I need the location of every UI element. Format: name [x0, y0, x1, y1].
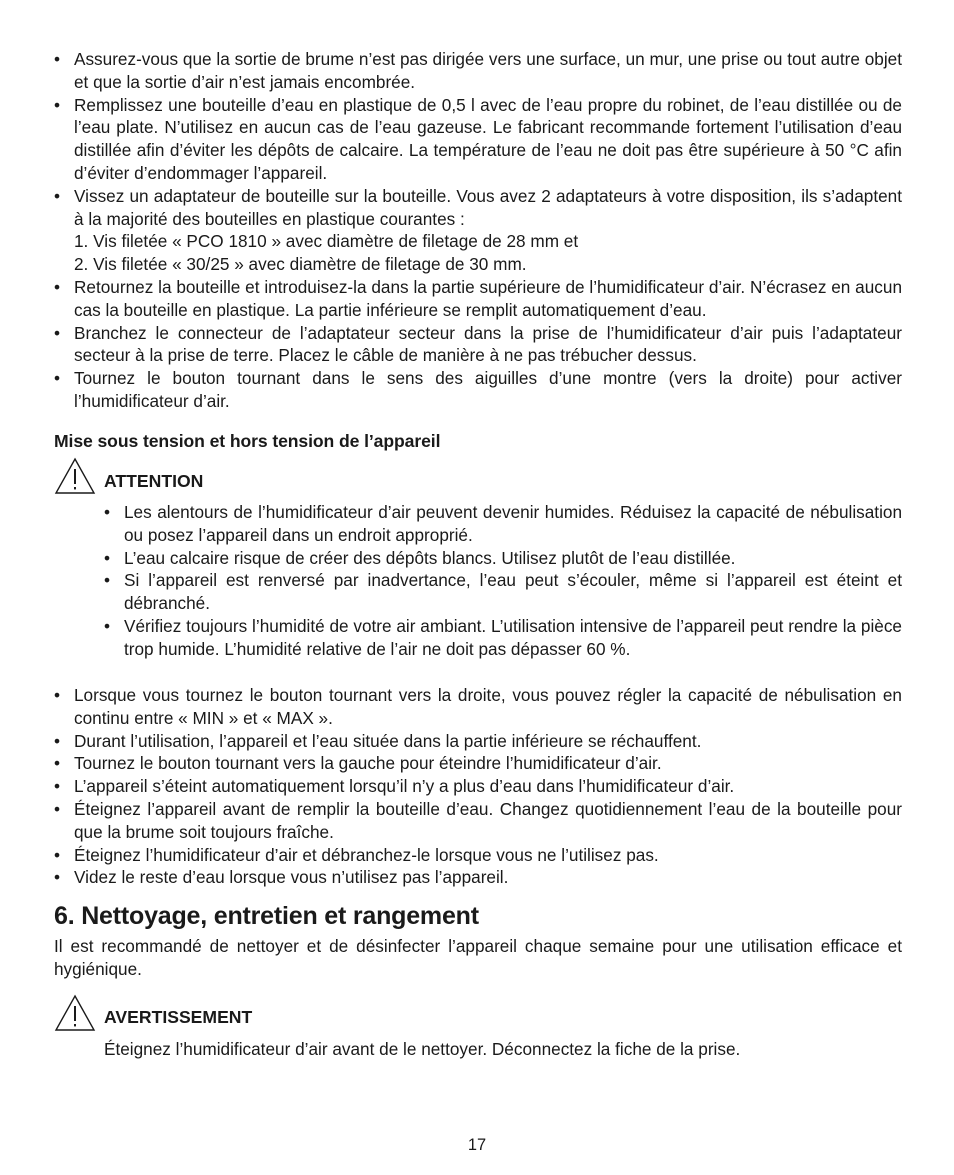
attention-list	[104, 501, 902, 661]
list-item-text: Videz le reste d’eau lorsque vous n’utilisez pas l’appareil.	[74, 867, 509, 888]
list-item	[104, 615, 902, 661]
list-item-text: Vérifiez toujours l’humidité de votre air ambiant. L’utilisation intensive de l’appareil peut rendre la pièce trop humide. L’humidité relative de l’air ne doit pas dépasser 60 %.	[124, 615, 902, 659]
list-item	[54, 684, 902, 730]
bullet-mark: •	[54, 776, 61, 797]
section-title: 6. Nettoyage, entretien et rangement	[54, 902, 479, 930]
bullet-mark: •	[104, 570, 111, 591]
warning-triangle-icon	[54, 994, 96, 1032]
list-item-text: Retournez la bouteille et introduisez-la dans la partie supérieure de l’humidificateur d’air. N’écrasez en aucun cas la bouteille en plastique. La partie inférieure se remplit automatiquement d’eau.	[74, 276, 902, 320]
list-item	[54, 866, 902, 889]
list-item-text: L’eau calcaire risque de créer des dépôts blancs. Utilisez plutôt de l’eau distillée.	[124, 547, 736, 568]
list-item	[104, 501, 902, 547]
list-item-text: Assurez-vous que la sortie de brume n’est pas dirigée vers une surface, un mur, une prise ou tout autre objet et que la sortie d’air n’est jamais encombrée.	[74, 49, 902, 92]
warning-triangle-icon	[54, 457, 96, 495]
list-item	[54, 276, 902, 322]
bullet-mark: •	[54, 753, 61, 774]
list-item-text: L’appareil s’éteint automatiquement lorsqu’il n’y a plus d’eau dans l’humidificateur d’air.	[74, 776, 735, 797]
bullet-mark: •	[104, 502, 111, 522]
list-item	[104, 547, 902, 570]
warning-text: Éteignez l’humidificateur d’air avant de le nettoyer. Déconnectez la fiche de la prise.	[104, 1039, 741, 1059]
list-item-text: Branchez le connecteur de l’adaptateur secteur dans la prise de l’humidificateur d’air puis l’adaptateur secteur à la prise de terre. Placez le câble de manière à ne pas trébucher dessus.	[74, 322, 902, 366]
bullet-mark: •	[54, 185, 61, 206]
bullet-mark: •	[54, 685, 61, 705]
list-item	[54, 185, 902, 231]
list-item-text: Éteignez l’appareil avant de remplir la bouteille d’eau. Changez quotidiennement l’eau de la bouteille pour que la brume soit toujours fraîche.	[74, 798, 902, 842]
section-intro: Il est recommandé de nettoyer et de désinfecter l’appareil chaque semaine pour une utilisation efficace et hygiénique.	[54, 936, 902, 979]
intro-bullet-list	[54, 48, 902, 413]
list-item-text: Tournez le bouton tournant vers la gauche pour éteindre l’humidificateur d’air.	[74, 753, 662, 774]
adapter-option: 1. Vis filetée « PCO 1810 » avec diamètre de filetage de 28 mm et	[74, 231, 579, 252]
bullet-mark: •	[54, 49, 61, 69]
list-item-text: Les alentours de l’humidificateur d’air peuvent devenir humides. Réduisez la capacité de nébulisation ou posez l’appareil dans un endroit approprié.	[124, 502, 902, 545]
list-item-text: Lorsque vous tournez le bouton tournant vers la droite, vous pouvez régler la capacité de nébulisation en continu entre « MIN » et « MAX ».	[74, 685, 902, 728]
list-item	[54, 844, 902, 867]
list-item-text: Si l’appareil est renversé par inadvertance, l’eau peut s’écouler, même si l’appareil est éteint et débranché.	[124, 570, 902, 614]
list-item	[54, 94, 902, 185]
list-item-text: Éteignez l’humidificateur d’air et débranchez-le lorsque vous ne l’utilisez pas.	[74, 844, 659, 865]
adapter-option: 2. Vis filetée « 30/25 » avec diamètre de filetage de 30 mm.	[74, 254, 527, 275]
bullet-mark: •	[54, 730, 61, 751]
bullet-mark: •	[54, 867, 61, 888]
bullet-mark: •	[54, 94, 61, 115]
list-item-text: Remplissez une bouteille d’eau en plastique de 0,5 l avec de l’eau propre du robinet, de l’eau distillée ou de l’eau plate. N’utilisez en aucun cas de l’eau gazeuse. Le fabricant recommande fortement l’utilisation d’eau distillée afin d’éviter les dépôts de calcaire. La température de l’eau ne doit pas être supérieure à 50 °C afin d’éviter d’endommager l’appareil.	[74, 94, 902, 183]
list-item-text: Durant l’utilisation, l’appareil et l’eau située dans la partie inférieure se réchauffent.	[74, 730, 702, 751]
list-item	[54, 730, 902, 753]
list-item	[54, 752, 902, 775]
list-item	[54, 48, 902, 94]
bullet-mark: •	[54, 322, 61, 343]
list-item	[54, 322, 902, 368]
bullet-mark: •	[54, 276, 61, 297]
list-item-text: Vissez un adaptateur de bouteille sur la bouteille. Vous avez 2 adaptateurs à votre disposition, ils s’adaptent à la majorité des bouteilles en plastique courantes :	[74, 185, 902, 229]
subheading-power: Mise sous tension et hors tension de l’appareil	[54, 431, 441, 451]
bullet-mark: •	[54, 844, 61, 865]
warning-label: AVERTISSEMENT	[104, 1007, 253, 1027]
list-item	[54, 775, 902, 798]
list-item	[54, 798, 902, 844]
list-item	[104, 569, 902, 615]
bullet-mark: •	[54, 368, 61, 389]
attention-label: ATTENTION	[104, 471, 204, 491]
list-item	[54, 367, 902, 413]
bullet-mark: •	[54, 798, 61, 819]
bullet-mark: •	[104, 615, 111, 636]
list-item-text: Tournez le bouton tournant dans le sens des aiguilles d’une montre (vers la droite) pour activer l’humidificateur d’air.	[74, 368, 902, 411]
page-number: 17	[467, 1136, 487, 1154]
usage-bullet-list	[54, 684, 902, 889]
bullet-mark: •	[104, 547, 111, 568]
